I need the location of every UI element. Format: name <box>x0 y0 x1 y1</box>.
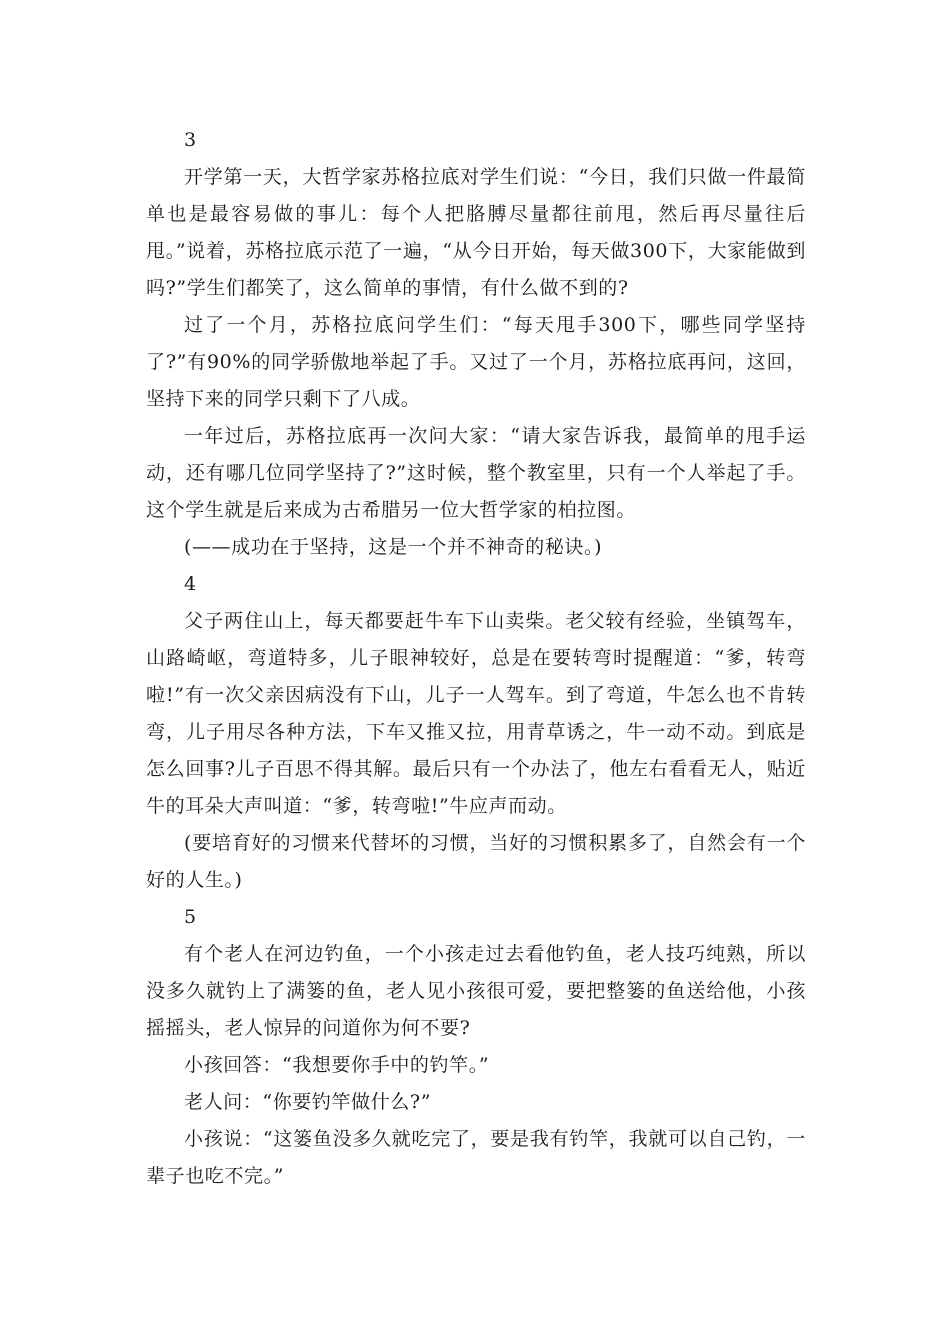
paragraph: 小孩回答：“我想要你手中的钓竿。” <box>184 1054 490 1076</box>
moral-note: (——成功在于坚持，这是一个并不神奇的秘诀。) <box>184 536 603 558</box>
section-number: 3 <box>184 129 197 151</box>
section-number: 4 <box>184 573 197 595</box>
paragraph: 一年过后，苏格拉底再一次问大家：“请大家告诉我，最简单的甩手运动，还有哪几位同学坚持了?”这时候，整个教室里，只有一个人举起了手。这个学生就是后来成为古希腊另一位大哲学家的柏拉图。 <box>146 425 806 521</box>
section-number: 5 <box>184 906 197 928</box>
moral-note: (要培育好的习惯来代替坏的习惯，当好的习惯积累多了，自然会有一个好的人生。) <box>146 832 806 891</box>
paragraph: 老人问：“你要钓竿做什么?” <box>184 1091 432 1113</box>
paragraph: 开学第一天，大哲学家苏格拉底对学生们说：“今日，我们只做一件最简单也是最容易做的事儿：每个人把胳膊尽量都往前甩，然后再尽量往后甩。”说着，苏格拉底示范了一遍，“从今日开始，每天做300下，大家能做到吗?”学生们都笑了，这么简单的事情，有什么做不到的? <box>146 166 806 299</box>
paragraph: 小孩说：“这篓鱼没多久就吃完了，要是我有钓竿，我就可以自己钓，一辈子也吃不完。” <box>146 1128 806 1187</box>
document-body <box>146 122 806 1195</box>
paragraph: 有个老人在河边钓鱼，一个小孩走过去看他钓鱼，老人技巧纯熟，所以没多久就钓上了满篓的鱼，老人见小孩很可爱，要把整篓的鱼送给他，小孩摇摇头，老人惊异的问道你为何不要? <box>146 943 806 1039</box>
paragraph: 父子两住山上，每天都要赶牛车下山卖柴。老父较有经验，坐镇驾车，山路崎岖，弯道特多，儿子眼神较好，总是在要转弯时提醒道：“爹，转弯啦!”有一次父亲因病没有下山，儿子一人驾车。到了弯道，牛怎么也不肯转弯，儿子用尽各种方法，下车又推又拉，用青草诱之，牛一动不动。到底是怎么回事?儿子百思不得其解。最后只有一个办法了，他左右看看无人，贴近牛的耳朵大声叫道：“爹，转弯啦!”牛应声而动。 <box>146 610 806 817</box>
paragraph: 过了一个月，苏格拉底问学生们：“每天甩手300下，哪些同学坚持了?”有90%的同学骄傲地举起了手。又过了一个月，苏格拉底再问，这回，坚持下来的同学只剩下了八成。 <box>146 314 806 410</box>
